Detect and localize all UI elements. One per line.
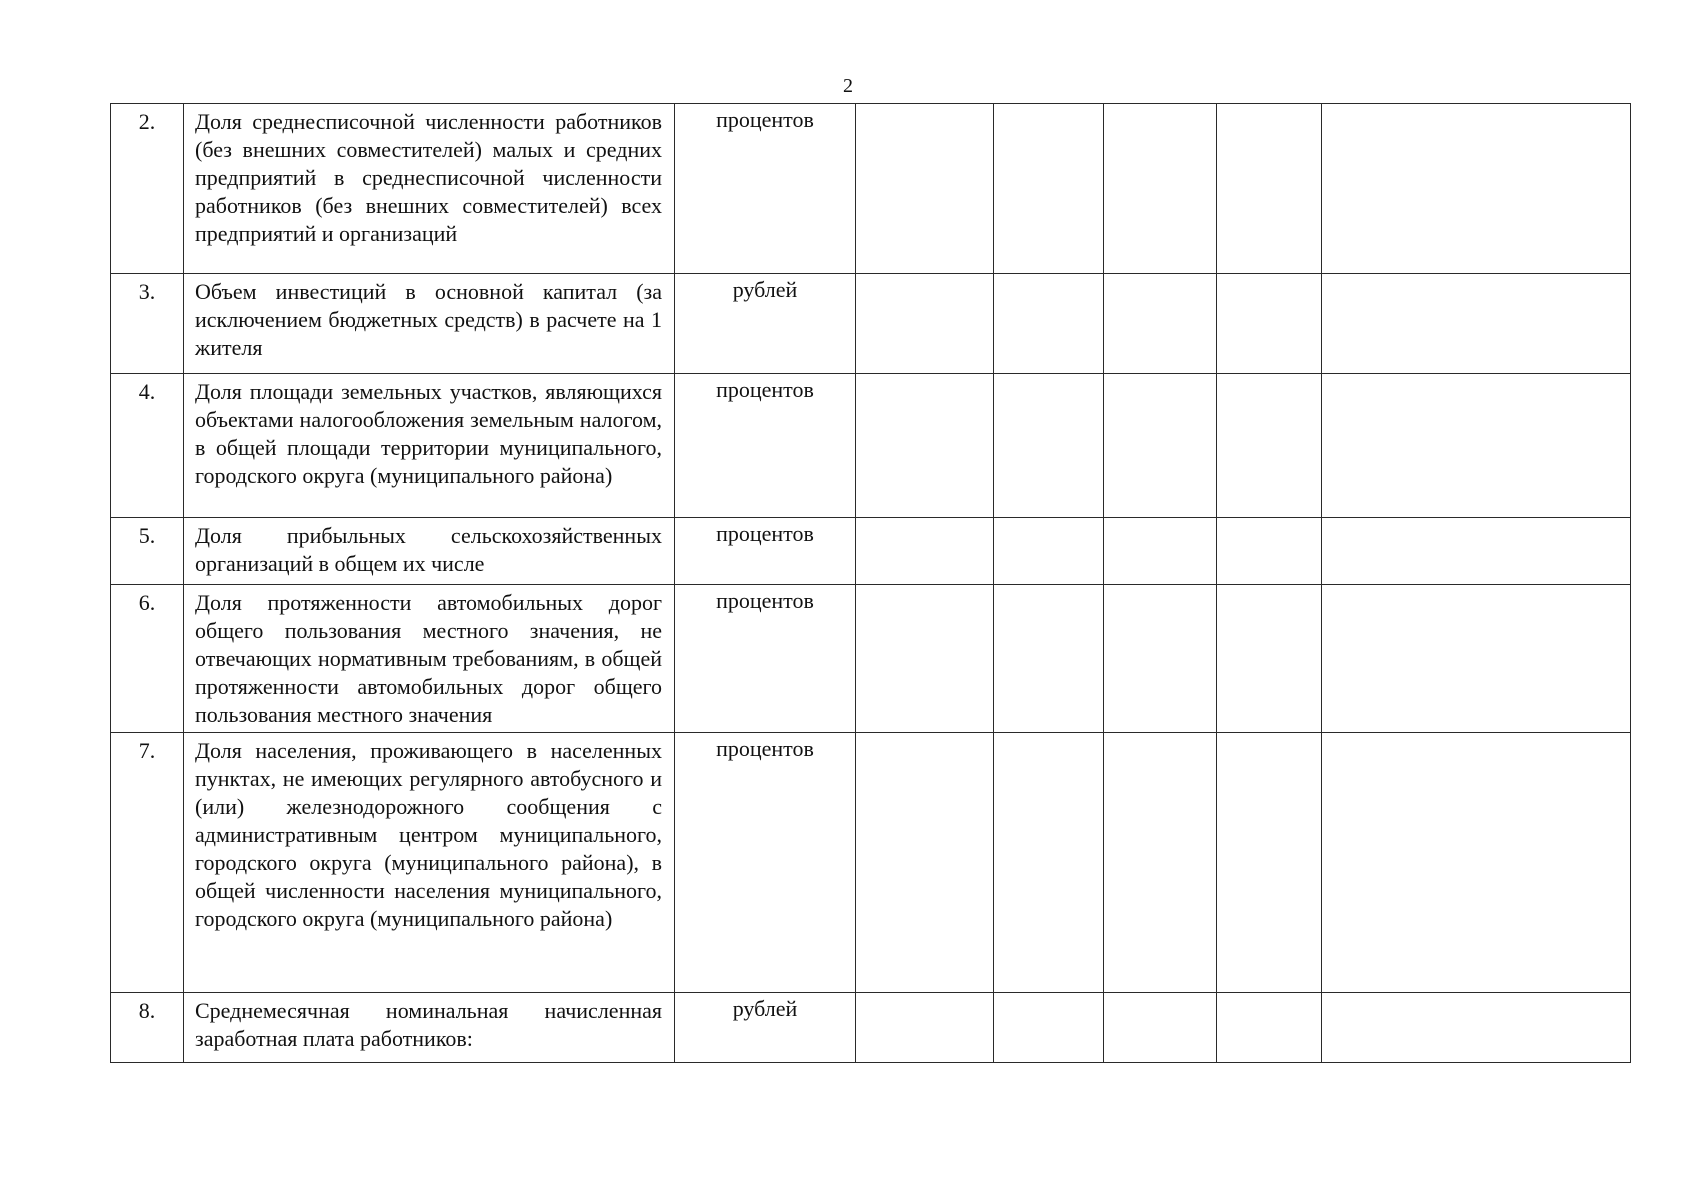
value-cell (1104, 518, 1217, 585)
table-row (111, 374, 1631, 518)
row-number: 4. (111, 374, 184, 518)
value-cell (856, 518, 994, 585)
value-cell (1217, 585, 1322, 733)
value-cell (1104, 274, 1217, 374)
value-cell (1104, 104, 1217, 274)
table-row (111, 733, 1631, 993)
value-cell (1217, 733, 1322, 993)
row-number: 3. (111, 274, 184, 374)
value-cell (994, 733, 1104, 993)
value-cell (1322, 374, 1631, 518)
indicator-name: Среднемесячная номинальная начисленная заработная плата работников: (195, 998, 662, 1051)
indicator-name: Доля протяженности автомобильных дорог общего пользования местного значения, не отвечающих нормативным требованиям, в общей протяженности автомобильных дорог общего пользования местного значения (195, 590, 662, 727)
indicator-name-cell (184, 104, 675, 274)
indicator-name: Доля площади земельных участков, являющихся объектами налогообложения земельным налогом, в общей площади территории муниципального, городского округа (муниципального района) (195, 379, 662, 488)
unit-cell: процентов (675, 104, 856, 274)
table-row (111, 104, 1631, 274)
value-cell (1217, 518, 1322, 585)
value-cell (1322, 585, 1631, 733)
value-cell (1322, 733, 1631, 993)
indicator-name: Доля прибыльных сельскохозяйственных организаций в общем их числе (195, 523, 662, 576)
indicator-name-cell (184, 733, 675, 993)
value-cell (1217, 374, 1322, 518)
value-cell (1217, 104, 1322, 274)
indicator-name: Доля среднесписочной численности работников (без внешних совместителей) малых и средних предприятий в среднесписочной численности работников (без внешних совместителей) всех предприятий и организаций (195, 109, 662, 246)
row-number: 8. (111, 993, 184, 1063)
page-number: 2 (843, 75, 853, 97)
value-cell (1322, 993, 1631, 1063)
value-cell (1104, 993, 1217, 1063)
value-cell (856, 585, 994, 733)
table-row (111, 993, 1631, 1063)
value-cell (994, 274, 1104, 374)
row-number: 5. (111, 518, 184, 585)
value-cell (1322, 274, 1631, 374)
value-cell (994, 993, 1104, 1063)
value-cell (856, 733, 994, 993)
value-cell (994, 585, 1104, 733)
indicator-name: Доля населения, проживающего в населенных пунктах, не имеющих регулярного автобусного и (или) железнодорожного сообщения с административным центром муниципального, городского округа (муниципального района), в общей численности населения муниципального, городского округа (муниципального района) (195, 738, 662, 931)
value-cell (1322, 518, 1631, 585)
value-cell (856, 104, 994, 274)
unit-cell: рублей (675, 274, 856, 374)
indicator-name-cell (184, 518, 675, 585)
table-row (111, 585, 1631, 733)
value-cell (1322, 104, 1631, 274)
value-cell (856, 274, 994, 374)
indicator-name-cell (184, 585, 675, 733)
row-number: 6. (111, 585, 184, 733)
unit-cell: процентов (675, 518, 856, 585)
value-cell (994, 374, 1104, 518)
indicator-name: Объем инвестиций в основной капитал (за исключением бюджетных средств) в расчете на 1 жителя (195, 279, 662, 360)
indicator-name-cell (184, 374, 675, 518)
value-cell (1104, 733, 1217, 993)
indicator-name-cell (184, 993, 675, 1063)
unit-cell: процентов (675, 585, 856, 733)
value-cell (994, 518, 1104, 585)
indicators-table (110, 103, 1631, 1063)
value-cell (1217, 993, 1322, 1063)
table-row (111, 518, 1631, 585)
value-cell (1104, 374, 1217, 518)
value-cell (1104, 585, 1217, 733)
unit-cell: процентов (675, 374, 856, 518)
row-number: 7. (111, 733, 184, 993)
unit-cell: процентов (675, 733, 856, 993)
unit-cell: рублей (675, 993, 856, 1063)
value-cell (856, 374, 994, 518)
value-cell (856, 993, 994, 1063)
indicator-name-cell (184, 274, 675, 374)
row-number: 2. (111, 104, 184, 274)
table-row (111, 274, 1631, 374)
value-cell (994, 104, 1104, 274)
value-cell (1217, 274, 1322, 374)
